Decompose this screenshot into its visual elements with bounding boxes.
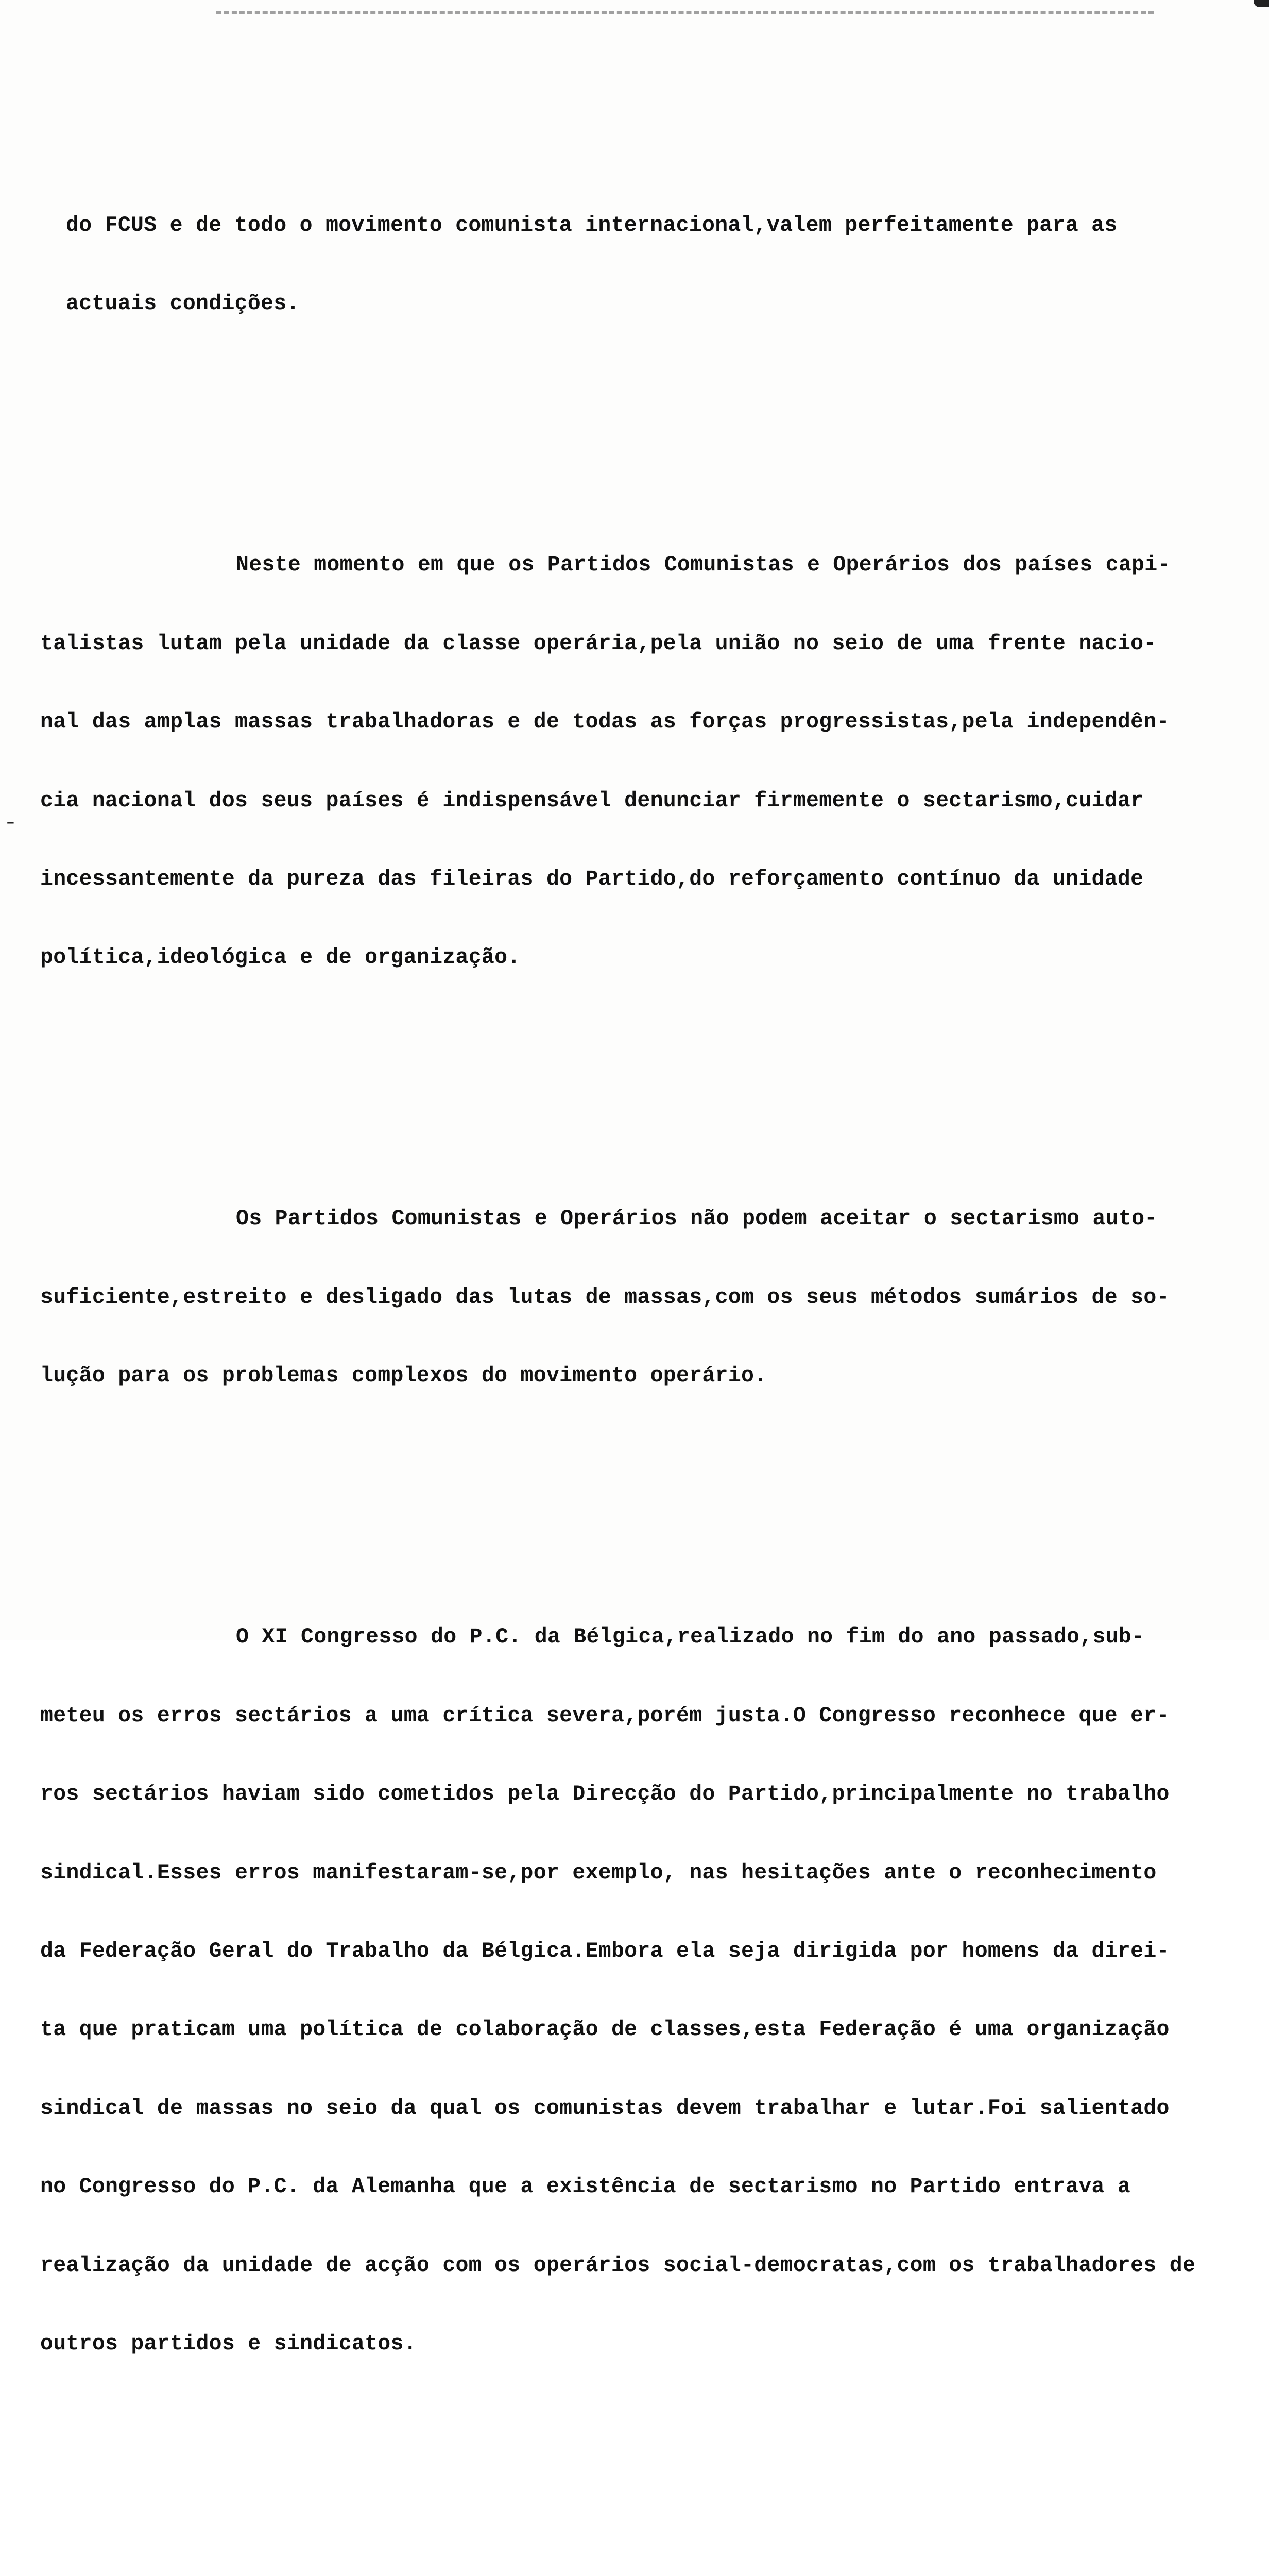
paragraph: [40, 2540, 1256, 2576]
text-line: actuais condições.: [66, 292, 300, 316]
text-line: talistas lutam pela unidade da classe operária,pela união no seio de uma frente nacio-: [40, 631, 1157, 656]
document-body: [40, 56, 1256, 2576]
text-line: lução para os problemas complexos do movimento operário.: [40, 1364, 767, 1388]
paragraph: [40, 1154, 1256, 1442]
paragraph-continuation: [40, 160, 1256, 369]
text-line: suficiente,estreito e desligado das lutas de massas,com os seus métodos sumários de so-: [40, 1285, 1170, 1310]
top-dashed-rule: [216, 11, 1154, 14]
text-line: ros sectários haviam sido cometidos pela Direcção do Partido,principalmente no trabalho: [40, 1782, 1170, 1807]
text-line: do FCUS e de todo o movimento comunista internacional,valem perfeitamente para as: [66, 213, 1118, 238]
paragraph: [40, 500, 1256, 1024]
text-line: outros partidos e sindicatos.: [40, 2331, 417, 2356]
text-line: Os Partidos Comunistas e Operários não podem aceitar o sectarismo auto-: [236, 1207, 1158, 1231]
margin-tick-mark: –: [6, 815, 15, 831]
text-line: meteu os erros sectários a uma crítica severa,porém justa.O Congresso reconhece que er-: [40, 1703, 1170, 1728]
text-line: realização da unidade de acção com os operários social-democratas,com os trabalhadores de: [40, 2253, 1196, 2278]
text-line: O XI Congresso do P.C. da Bélgica,realizado no fim do ano passado,sub-: [236, 1625, 1145, 1650]
text-line: no Congresso do P.C. da Alemanha que a existência de sectarismo no Partido entrava a: [40, 2175, 1131, 2199]
text-line: da Federação Geral do Trabalho da Bélgica.Embora ela seja dirigida por homens da direi-: [40, 1939, 1170, 1963]
text-line: política,ideológica e de organização.: [40, 945, 521, 970]
text-line: incessantemente da pureza das fileiras do Partido,do reforçamento contínuo da unidade: [40, 867, 1144, 891]
text-line: sindical.Esses erros manifestaram-se,por exemplo, nas hesitações ante o reconhecimento: [40, 1860, 1157, 1885]
text-line: cia nacional dos seus países é indispensável denunciar firmemente o sectarismo,cuidar: [40, 788, 1144, 813]
text-line: nal das amplas massas trabalhadoras e de todas as forças progressistas,pela independên-: [40, 710, 1170, 735]
text-line: ta que praticam uma política de colaboração de classes,esta Federação é uma organização: [40, 2018, 1170, 2042]
corner-mark: [1254, 0, 1269, 7]
text-line: sindical de massas no seio da qual os comunistas devem trabalhar e lutar.Foi salientado: [40, 2096, 1170, 2121]
paragraph: [40, 1572, 1256, 2410]
text-line: Neste momento em que os Partidos Comunistas e Operários dos países capi-: [236, 553, 1171, 578]
